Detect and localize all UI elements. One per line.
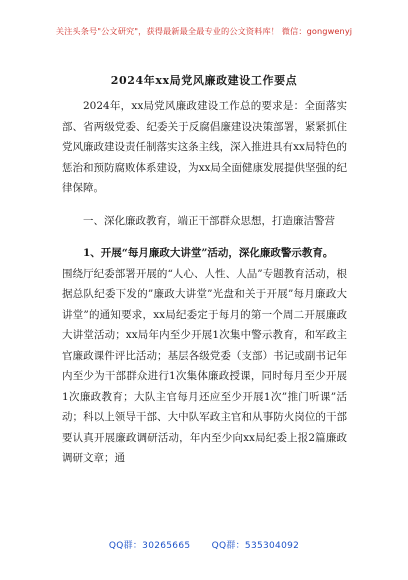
footer [0,538,408,551]
header-note: 关注头条号"公文研究"，获得最新最全最专业的公文资料库！ 微信：gongwenyj [55,26,353,36]
document-body [62,96,347,469]
paragraph-spacer [62,231,347,243]
document-title: 2024年xx局党风廉政建设工作要点 [110,74,298,87]
subsection-heading: 1、开展“每月廉政大讲堂”活动，深化廉政警示教育。 [83,247,334,259]
subsection-body: 围绕厅纪委部署开展的“人心、人性、人品”专题教育活动，根据总队纪委下发的”廉政大讲堂”光盘和关于开展”每月廉政大讲堂”的通知要求，xx局纪委定于每月的第一个周二开展廉政大讲堂活动；xx局年内至少开展1次集中警示教育，和军政主官廉政课件评比活动；基层各级党委（支部）书记或副书记年内至少为干部群众进行1次集体廉政授课，同时每月至少开展1次廉政教育；大队主官每月还应至少开展1次”推门听课”活动；科以上领导干部、大中队军政主官和从事防火岗位的干部要认真开展廉政调研活动，年内至少向xx局纪委上报2篇廉政调研文章；通 [62,267,347,464]
footer-qq-group-1: QQ群：30265665 [108,541,191,551]
section-heading: 一、深化廉政教育，端正干部群众思想，打造廉洁警营 [83,214,335,227]
paragraph-spacer [62,199,347,211]
intro-paragraph: 2024年，xx局党风廉政建设工作总的要求是：全面落实部、省两级党委、纪委关于反腐倡廉建设决策部署，紧紧抓住党风廉政建设责任制落实这条主线，深入推进具有xx局特色的惩治和预防腐败体系建设，为xx局全面健康发展提供坚强的纪律保障。 [62,100,347,194]
footer-qq-group-2: QQ群：535304092 [211,541,300,551]
